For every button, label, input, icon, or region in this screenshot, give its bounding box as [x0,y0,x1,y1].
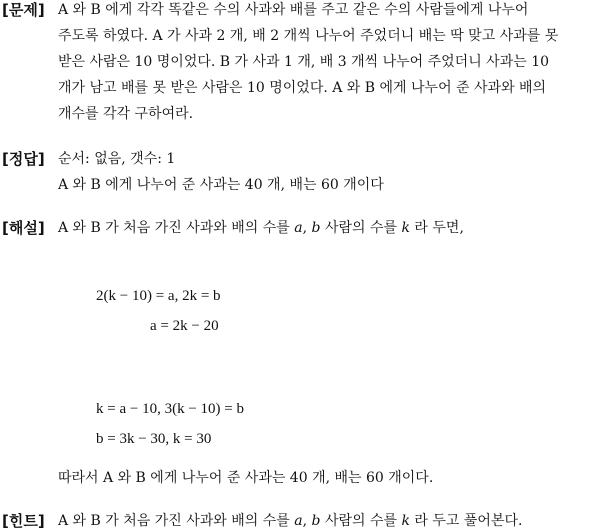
equation-3: k = a − 10, 3(k − 10) = b [96,401,244,417]
problem-text-line: 개가 남고 배를 못 받은 사람은 10 명이었다. A 와 B 에게 나누어 준 사과와 배의 [58,80,547,96]
explanation-intro: A 와 B 가 처음 가진 사과와 배의 수를 a, b 사람의 수를 k 라 두면, [58,220,464,236]
problem-text-line: 주도록 하였다. A 가 사과 2 개, 배 2 개씩 나누어 주었더니 배는 딱 맞고 사과를 못 [58,28,559,44]
problem-text-line: 받은 사람은 10 명이었다. B 가 사과 1 개, 배 3 개씩 나누어 주었더니 사과는 10 [58,54,550,70]
answer-text: A 와 B 에게 나누어 준 사과는 40 개, 배는 60 개이다 [58,177,384,193]
explanation-label: [해설] [2,219,45,237]
answer-label: [정답] [2,150,45,168]
problem-text-line: 개수를 각각 구하여라. [58,106,194,122]
hint-text: A 와 B 가 처음 가진 사과와 배의 수를 a, b 사람의 수를 k 라 두고 풀어본다. [58,513,523,529]
problem-label: [문제] [2,1,45,19]
problem-text-line: A 와 B 에게 각각 똑같은 수의 사과와 배를 주고 같은 수의 사람들에게 나누어 [58,2,529,18]
equation-2: a = 2k − 20 [150,318,219,334]
answer-meta: 순서: 없음, 갯수: 1 [58,151,176,167]
hint-label: [힌트] [2,512,45,530]
explanation-conclusion: 따라서 A 와 B 에게 나누어 준 사과는 40 개, 배는 60 개이다. [58,470,434,486]
equation-4: b = 3k − 30, k = 30 [96,431,212,447]
equation-1: 2(k − 10) = a, 2k = b [96,288,221,304]
